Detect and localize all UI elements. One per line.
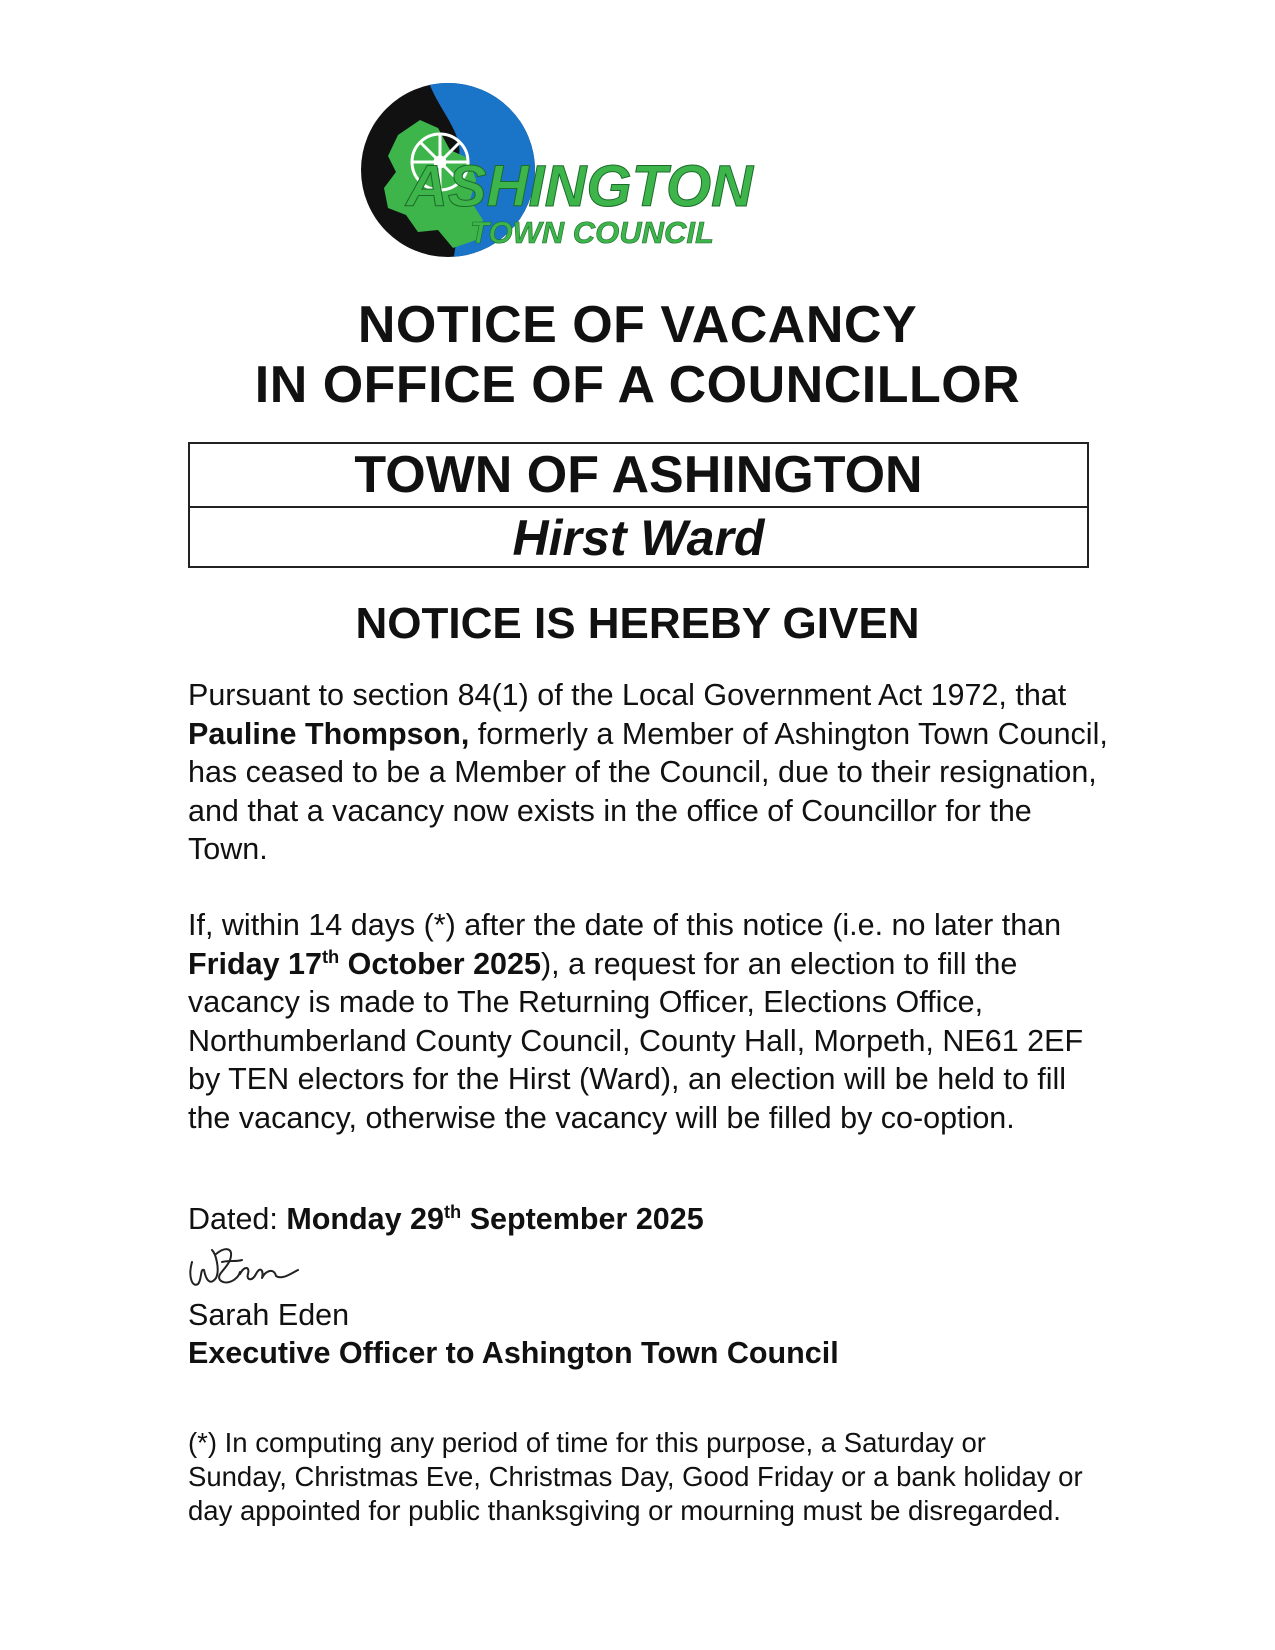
logo-name-line2: TOWN COUNCIL <box>470 215 714 250</box>
ward-name: Hirst Ward <box>512 510 765 566</box>
dated-line <box>188 1200 704 1238</box>
paragraph1-text-b: formerly a Member of Ashington Town Council, has ceased to be a Member of the Council, due to their resignation, and that a vacancy now exists in the office of Councillor for the Town. <box>188 716 1108 866</box>
deadline-date <box>188 947 541 981</box>
deadline-month-year: October 2025 <box>339 946 541 981</box>
deadline-day: Friday 17 <box>188 946 322 981</box>
notice-heading: NOTICE IS HEREBY GIVEN <box>355 599 920 648</box>
notice-title-line1: NOTICE OF VACANCY <box>357 296 918 354</box>
signer-role: Executive Officer to Ashington Town Council <box>188 1336 839 1370</box>
logo-name-line1: ASHINGTON <box>406 154 753 219</box>
town-ward-box <box>188 442 1089 568</box>
handwritten-signature <box>186 1240 316 1295</box>
election-request-paragraph <box>188 906 1108 1137</box>
notice-date-day: Monday 29 <box>286 1202 444 1236</box>
paragraph2-text-c: a request for an election to fill the vacancy is made to The Returning Officer, Elections Office, Northumberland County Council, County Hall, Morpeth, NE61 2EF by TEN electors for the Hirst (Ward), an election will be held to fill the vacancy, otherwise the vacancy will be filled by co-option. <box>188 946 1084 1135</box>
paragraph1-text-a: Pursuant to section 84(1) of the Local Government Act 1972, that <box>188 678 1067 712</box>
notice-date-month-year: September 2025 <box>461 1202 704 1236</box>
vacancy-paragraph <box>188 676 1108 869</box>
council-logo <box>358 80 758 270</box>
notice-date <box>286 1202 703 1236</box>
footnote: (*) In computing any period of time for this purpose, a Saturday or Sunday, Christmas Eve, Christmas Day, Good Friday or a bank holiday or day appointed for public thanksgiving or mourning must be disregarded. <box>188 1427 1083 1526</box>
former-councillor-name: Pauline Thompson, <box>188 716 470 751</box>
dated-label: Dated: <box>188 1202 287 1236</box>
paragraph2-text-a: If, within 14 days (*) after the date of this notice (i.e. no later than <box>188 908 1062 942</box>
signer-name: Sarah Eden <box>188 1298 350 1332</box>
deadline-suffix: th <box>321 945 340 967</box>
paragraph2-text-b: ), <box>540 946 560 981</box>
notice-date-suffix: th <box>443 1200 462 1222</box>
notice-title-line2: IN OFFICE OF A COUNCILLOR <box>254 356 1021 414</box>
town-name: TOWN OF ASHINGTON <box>190 444 1087 508</box>
